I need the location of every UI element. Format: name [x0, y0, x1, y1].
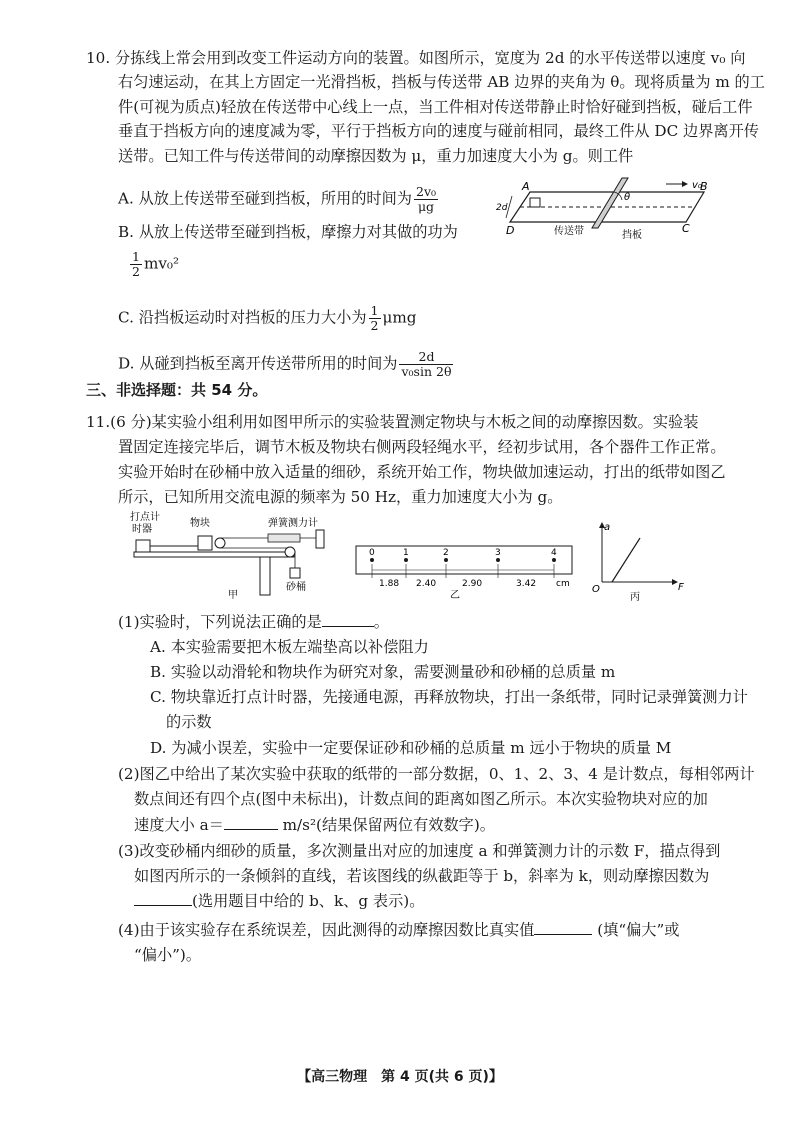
q10-option-b-fraction [130, 250, 142, 279]
q10-option-a-text: A. 从放上传送带至碰到挡板，所用的时间为 [118, 189, 412, 208]
tape-point-1 [404, 558, 408, 562]
q11-part-1 [118, 612, 389, 632]
label-belt: 传送带 [554, 226, 584, 237]
label-O: O [592, 584, 600, 595]
q11-line-1: 11.(6 分)某实验小组利用如图甲所示的实验装置测定物块与木板之间的动摩擦因数。实验装 [86, 413, 699, 431]
table-leg [260, 557, 270, 595]
tape-distance-1: 2.40 [416, 579, 437, 589]
board [134, 552, 294, 557]
label-baffle: 挡板 [622, 230, 642, 241]
label-timer-2: 时器 [132, 524, 152, 535]
answer-blank-3[interactable] [134, 891, 192, 906]
label-a: a [604, 522, 611, 533]
q11-part-2-line-1: (2)图乙中给出了某次实验中获取的纸带的一部分数据，0、1、2、3、4 是计数点，每相邻两计 [118, 765, 755, 783]
q10-option-c-tail: μmg [382, 308, 417, 327]
tape-point-label-0: 0 [369, 548, 375, 558]
label-v0: v₀ [692, 180, 702, 191]
q10-option-b-text: B. 从放上传送带至碰到挡板，摩擦力对其做的功为 [118, 223, 458, 241]
q10-option-a-fraction [414, 185, 438, 214]
q11-part-1-end: 。 [373, 613, 389, 631]
q10-line-4: 垂直于挡板方向的速度减为零，平行于挡板方向的速度与碰前相同，最终工件从 DC 边界离开传 [118, 122, 759, 140]
q11-line-4: 所示，已知所用交流电源的频率为 50 Hz，重力加速度大小为 g。 [118, 488, 563, 506]
frac-denominator: v₀sin 2θ [401, 364, 452, 379]
q10-option-c-text: C. 沿挡板运动时对挡板的压力大小为 [118, 308, 367, 327]
label-C: C [682, 222, 690, 235]
caption-bing: 丙 [630, 592, 640, 602]
q11-line-3: 实验开始时在砂桶中放入适量的细砂，系统开始工作，物块做加速运动，打出的纸带如图乙 [118, 463, 726, 481]
tape-point-3 [496, 558, 500, 562]
workpiece [530, 198, 540, 207]
q11-part-2-text: 速度大小 a＝ [134, 816, 224, 834]
tape-distance-3: 3.42 [516, 579, 537, 589]
tape-point-label-3: 3 [495, 548, 501, 558]
frac-denominator: 2 [370, 318, 379, 333]
label-spring-scale: 弹簧测力计 [268, 518, 318, 529]
answer-blank-4[interactable] [534, 920, 592, 935]
tape-unit: cm [556, 579, 570, 589]
frac-numerator: 2v₀ [416, 184, 437, 199]
q11-part-1-option-c-cont: 的示数 [166, 713, 212, 731]
wall-mount [316, 530, 324, 548]
q11-part-2-unit: m/s²(结果保留两位有效数字)。 [282, 816, 495, 834]
sand-bucket [290, 568, 300, 578]
q10-option-c [118, 304, 417, 333]
q10-option-d-text: D. 从碰到挡板至离开传送带所用的时间为 [118, 354, 398, 373]
tape-point-label-1: 1 [403, 548, 409, 558]
tape-distance-0: 1.88 [379, 579, 400, 589]
label-F: F [678, 582, 684, 593]
movable-pulley [215, 538, 225, 548]
q10-option-a [118, 185, 440, 214]
q11-part-1-option-b: B. 实验以动滑轮和物块作为研究对象，需要测量砂和砂桶的总质量 m [150, 663, 616, 681]
q11-part-1-text: (1)实验时，下列说法正确的是 [118, 613, 322, 631]
q10-option-c-fraction [369, 304, 381, 333]
q10-option-b-value [128, 250, 179, 279]
tape-point-label-2: 2 [443, 548, 449, 558]
q11-figure-bing [588, 520, 688, 602]
q10-option-b-tail: mv₀² [143, 254, 180, 273]
label-B: B [700, 180, 708, 193]
q10-option-d [118, 350, 455, 379]
q11-part-3-text: (选用题目中给的 b、k、g 表示)。 [192, 892, 425, 910]
tape-distance-2: 2.90 [462, 579, 483, 589]
q11-part-3-line-1: (3)改变砂桶内细砂的质量，多次测量出对应的加速度 a 和弹簧测力计的示数 F，描点得到 [118, 842, 721, 860]
q11-part-2-line-3 [134, 815, 495, 835]
label-A: A [522, 180, 530, 193]
velocity-arrowhead [682, 181, 688, 187]
page-footer: 【高三物理 第 4 页(共 6 页)】 [297, 1069, 503, 1085]
caption-jia: 甲 [228, 590, 238, 600]
answer-blank-1[interactable] [322, 612, 374, 627]
q11-figure-yi [354, 540, 576, 602]
q11-part-2-line-2: 数点间还有四个点(图中未标出)，计数点间的距离如图乙所示。本次实验物块对应的加 [134, 790, 708, 808]
q10-line-5: 送带。已知工件与传送带间的动摩擦因数为 μ，重力加速度大小为 g。则工件 [118, 147, 634, 165]
q11-part-3-line-3 [134, 891, 424, 911]
section-3-heading: 三、非选择题：共 54 分。 [86, 381, 268, 399]
q10-line-3: 件(可视为质点)轻放在传送带中心线上一点，当工件相对传送带静止时恰好碰到挡板，碰后工件 [118, 98, 753, 116]
block-shape [198, 536, 212, 550]
spring-scale [268, 534, 300, 542]
fit-line [612, 538, 640, 582]
tape-point-4 [552, 558, 556, 562]
label-theta: θ [624, 192, 631, 203]
label-bucket: 砂桶 [286, 582, 306, 593]
caption-yi: 乙 [450, 590, 460, 601]
q11-part-4-hint: (填“偏大”或 [597, 921, 680, 939]
q11-figure-jia [128, 510, 338, 600]
fixed-pulley [285, 547, 295, 557]
frac-numerator: 1 [132, 249, 140, 264]
q11-part-3-line-2: 如图丙所示的一条倾斜的直线，若该图线的纵截距等于 b，斜率为 k，则动摩擦因数为 [134, 867, 710, 885]
q11-part-1-option-c: C. 物块靠近打点计时器，先接通电源，再释放物块，打出一条纸带，同时记录弹簧测力计 [150, 688, 748, 706]
q11-line-2: 置固定连接完毕后，调节木板及物块右侧两段轻绳水平，经初步试用，各个器件工作正常。 [118, 438, 726, 456]
q10-line-2: 右匀速运动，在其上方固定一光滑挡板，挡板与传送带 AB 边界的夹角为 θ。现将质量为 m 的工 [118, 73, 765, 91]
tape-point-0 [370, 558, 374, 562]
q11-part-1-option-a: A. 本实验需要把木板左端垫高以补偿阻力 [150, 638, 429, 656]
tape-point-label-4: 4 [551, 548, 557, 558]
q10-conveyor-figure [496, 174, 716, 244]
label-block: 物块 [190, 518, 210, 529]
q11-part-1-option-d: D. 为减小误差，实验中一定要保证砂和砂桶的总质量 m 远小于物块的质量 M [150, 739, 672, 757]
baffle [592, 178, 631, 228]
label-timer: 打点计 [130, 512, 160, 523]
q11-part-4-text: (4)由于该实验存在系统误差，因此测得的动摩擦因数比真实值 [118, 921, 535, 939]
tape-point-2 [444, 558, 448, 562]
q11-part-4-line-2: “偏小”)。 [134, 946, 202, 964]
q11-part-4-line-1 [118, 920, 679, 940]
timer-device [136, 540, 150, 552]
frac-denominator: μg [417, 199, 435, 214]
q10-option-d-fraction [399, 350, 453, 379]
label-D: D [506, 224, 515, 237]
frac-numerator: 2d [399, 350, 453, 365]
frac-numerator: 1 [370, 303, 379, 318]
q10-line-1: 10. 分拣线上常会用到改变工件运动方向的装置。如图所示，宽度为 2d 的水平传送带以速度 v₀ 向 [86, 49, 746, 67]
label-2d: 2d [496, 203, 508, 213]
answer-blank-2[interactable] [224, 815, 278, 830]
frac-denominator: 2 [132, 264, 140, 279]
